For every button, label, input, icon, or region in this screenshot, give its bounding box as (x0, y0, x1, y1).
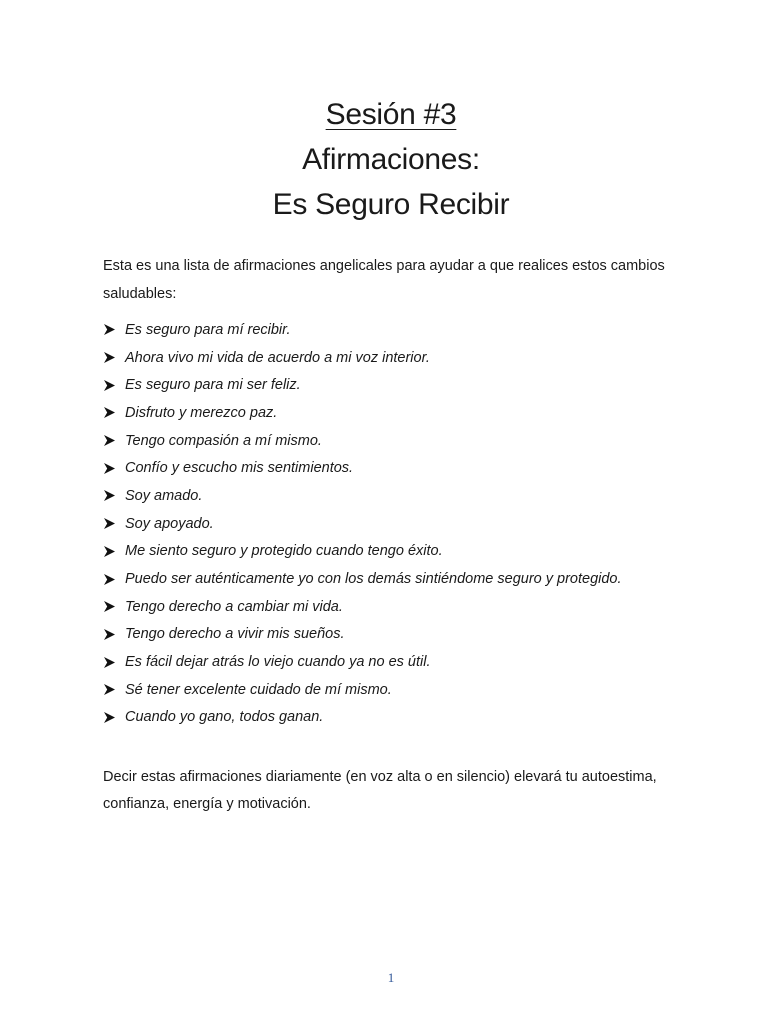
list-item (103, 704, 723, 732)
arrowhead-bullet-icon (103, 351, 125, 364)
arrowhead-bullet-icon (103, 656, 125, 669)
list-item (103, 482, 723, 510)
list-item (103, 510, 723, 538)
affirmation-text: Me siento seguro y protegido cuando tengo éxito. (125, 543, 443, 560)
list-item (103, 371, 723, 399)
list-item (103, 454, 723, 482)
affirmation-text: Es fácil dejar atrás lo viejo cuando ya no es útil. (125, 654, 431, 671)
affirmation-text: Soy amado. (125, 487, 203, 504)
intro-paragraph: Esta es una lista de afirmaciones angelicales para ayudar a que realices estos cambios saludables: (103, 258, 665, 302)
list-item (103, 676, 723, 704)
arrowhead-bullet-icon (103, 434, 125, 447)
arrowhead-bullet-icon (103, 462, 125, 475)
arrowhead-bullet-icon (103, 379, 125, 392)
affirmation-text: Tengo derecho a vivir mis sueños. (125, 626, 345, 643)
session-title: Sesión #3 (325, 98, 457, 131)
affirmation-text: Tengo derecho a cambiar mi vida. (125, 598, 343, 615)
arrowhead-bullet-icon (103, 489, 125, 502)
list-item (103, 648, 723, 676)
page-number: 1 (387, 970, 395, 985)
arrowhead-bullet-icon (103, 573, 125, 586)
list-item (103, 565, 723, 593)
affirmation-list (103, 316, 723, 731)
list-item (103, 427, 723, 455)
arrowhead-bullet-icon (103, 323, 125, 336)
closing-paragraph: Decir estas afirmaciones diariamente (en voz alta o en silencio) elevará tu autoestima, confianza, energía y motivación. (103, 769, 657, 812)
arrowhead-bullet-icon (103, 406, 125, 419)
affirmation-text: Puedo ser auténticamente yo con los demás sintiéndome seguro y protegido. (125, 571, 622, 588)
arrowhead-bullet-icon (103, 600, 125, 613)
section-subtitle: Es Seguro Recibir (272, 188, 510, 221)
list-item (103, 399, 723, 427)
list-item (103, 316, 723, 344)
affirmation-text: Confío y escucho mis sentimientos. (125, 460, 354, 477)
title-block (0, 92, 768, 227)
arrowhead-bullet-icon (103, 545, 125, 558)
arrowhead-bullet-icon (103, 517, 125, 530)
section-title: Afirmaciones: (302, 143, 480, 176)
affirmation-text: Cuando yo gano, todos ganan. (125, 709, 324, 726)
list-item (103, 593, 723, 621)
affirmation-text: Es seguro para mí recibir. (125, 321, 291, 338)
affirmation-text: Ahora vivo mi vida de acuerdo a mi voz interior. (125, 349, 430, 366)
affirmation-text: Tengo compasión a mí mismo. (125, 432, 322, 449)
affirmation-text: Disfruto y merezco paz. (125, 404, 278, 421)
affirmation-text: Soy apoyado. (125, 515, 214, 532)
affirmation-text: Es seguro para mi ser feliz. (125, 377, 301, 394)
list-item (103, 621, 723, 649)
arrowhead-bullet-icon (103, 628, 125, 641)
list-item (103, 538, 723, 566)
arrowhead-bullet-icon (103, 711, 125, 724)
arrowhead-bullet-icon (103, 683, 125, 696)
affirmation-text: Sé tener excelente cuidado de mí mismo. (125, 681, 392, 698)
list-item (103, 344, 723, 372)
